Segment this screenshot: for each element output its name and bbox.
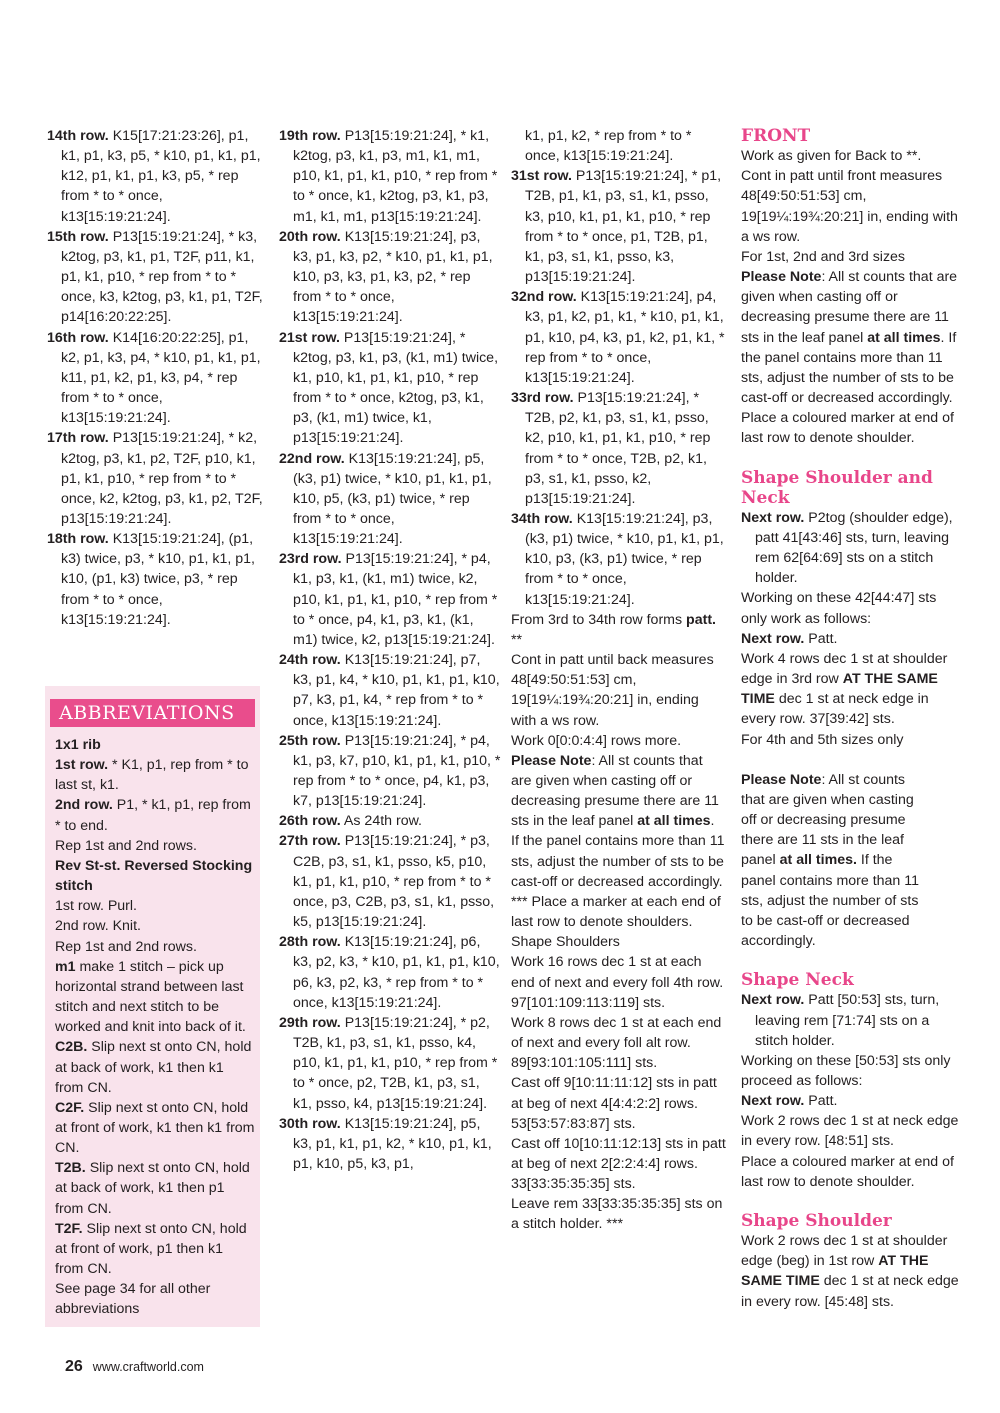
column-1 bbox=[47, 126, 267, 630]
paragraph: Shape Shoulders bbox=[511, 934, 620, 951]
row-instruction: 23rd row. P13[15:19:21:24], * p4, k1, p3, k1, (k1, m1) twice, k2, p10, k1, p1, k1, p10, * rep from * to * once, p4, k1, p3, k1, (k1, m1) twice, k2, p13[15:19:21:24]. bbox=[279, 551, 498, 648]
paragraph: 33[33:35:35:35] sts. bbox=[511, 1176, 636, 1193]
spacer bbox=[741, 951, 961, 970]
paragraph: Work 2 rows dec 1 st at shoulder edge (beg) in 1st row AT THE SAME TIME dec 1 st at neck edge in every row. [45:48] sts. bbox=[741, 1233, 959, 1310]
paragraph: For 4th and 5th sizes only bbox=[741, 731, 904, 748]
paragraph: Leave rem 33[33:35:35:35] sts on a stitch holder. *** bbox=[511, 1196, 723, 1233]
row-instruction: 24th row. K13[15:19:21:24], p7, k3, p1, k4, * k10, p1, k1, p1, k10, p7, k3, p1, k4, * rep from * to * once, k13[15:19:21:24]. bbox=[279, 652, 500, 729]
section-heading-shoulder: Shape Shoulder bbox=[741, 1210, 892, 1231]
abbr-entry: Rep 1st and 2nd rows. bbox=[55, 938, 197, 955]
paragraph: Cont in patt until back measures 48[49:50:51:53] cm, 19[19¼:19¾:20:21] in, ending with a ws row. bbox=[511, 652, 714, 729]
row-instruction: 28th row. K13[15:19:21:24], p6, k3, p2, k3, * k10, p1, k1, p1, k10, p6, k3, p2, k3, * rep from * to * once, k13[15:19:21:24]. bbox=[279, 934, 500, 1011]
website-link[interactable]: www.craftworld.com bbox=[92, 1360, 204, 1374]
row-instruction: Next row. P2tog (shoulder edge), patt 41[43:46] sts, turn, leaving rem 62[64:69] sts on a stitch holder. bbox=[741, 509, 953, 587]
spacer bbox=[741, 449, 961, 468]
patt-paragraph: From 3rd to 34th row forms patt. ** bbox=[511, 611, 716, 648]
note-paragraph: Please Note: All st counts that are given when casting off or decreasing presume there are 11 sts in the leaf panel at all times. If the panel contains more than 11 sts, adjust the number of sts to be cast-off or decreased accordingly. bbox=[741, 269, 958, 407]
abbreviations-title: ABBREVIATIONS bbox=[50, 699, 255, 727]
row-continuation: k1, p1, k2, * rep from * to * once, k13[15:19:21:24]. bbox=[525, 128, 692, 165]
paragraph: Cast off 9[10:11:11:12] sts in patt at beg of next 4[4:4:2:2] rows. 53[53:57:83:87] sts. bbox=[511, 1075, 717, 1132]
row-instruction: 29th row. P13[15:19:21:24], * p2, T2B, k1, p3, s1, k1, psso, k4, p10, k1, p1, k1, p10, * rep from * to * once, p2, T2B, k1, p3, s1, k1, psso, k4, p13[15:19:21:24]. bbox=[279, 1014, 498, 1112]
paragraph: Working on these 42[44:47] sts only work as follows: bbox=[741, 590, 937, 627]
abbr-entry: T2F. Slip next st onto CN, hold at front of work, p1 then k1 from CN. bbox=[55, 1220, 247, 1278]
abbr-entry: T2B. Slip next st onto CN, hold at back of work, k1 then p1 from CN. bbox=[55, 1160, 250, 1217]
row-instruction: 18th row. K13[15:19:21:24], (p1, k3) twice, p3, * k10, p1, k1, p1, k10, (p1, k3) twice, p3, * rep from * to * once, k13[15:19:21:24]. bbox=[47, 531, 255, 628]
paragraph: Work 16 rows dec 1 st at each end of next and every foll 4th row. 97[101:109:113:119] sts. bbox=[511, 954, 724, 1011]
paragraph: Cast off 10[10:11:12:13] sts in patt at beg of next 2[2:2:4:4] rows. bbox=[511, 1135, 726, 1172]
row-instruction: Next row. Patt [50:53] sts, turn, leaving rem [71:74] sts on a stitch holder. bbox=[741, 992, 940, 1049]
column-4 bbox=[741, 126, 961, 1312]
spacer bbox=[741, 750, 961, 770]
row-instruction: 21st row. P13[15:19:21:24], * k2tog, p3, k1, p3, (k1, m1) twice, k1, p10, k1, p1, k1, p10, * rep from * to * once, k2tog, p3, k1, p3, (k1, m1) twice, k1, p13[15:19:21:24]. bbox=[279, 329, 499, 447]
row-instruction: 17th row. P13[15:19:21:24], * k2, k2tog, p3, k1, p2, T2F, p10, k1, p1, k1, p10, * rep from * to * once, k2, k2tog, p3, k1, p2, T2F, p13[15:19:21:24]. bbox=[47, 430, 263, 527]
abbr-heading: Rev St-st. Reversed Stocking stitch bbox=[55, 857, 253, 895]
abbreviations-list bbox=[55, 735, 255, 1320]
abbr-entry: 2nd row. Knit. bbox=[55, 918, 141, 935]
paragraph: Work 0[0:0:4:4] rows more. bbox=[511, 732, 682, 749]
abbr-entry: See page 34 for all other abbreviations bbox=[55, 1281, 211, 1318]
paragraph: Working on these [50:53] sts only proceed as follows: bbox=[741, 1052, 951, 1090]
row-instruction: Next row. Patt. bbox=[741, 1093, 838, 1110]
paragraph: Work 4 rows dec 1 st at shoulder edge in 3rd row AT THE SAME TIME dec 1 st at neck edge in every row. 37[39:42] sts. bbox=[741, 650, 948, 728]
paragraph: For 1st, 2nd and 3rd sizes bbox=[741, 248, 906, 265]
row-instruction: 22nd row. K13[15:19:21:24], p5, (k3, p1) twice, * k10, p1, k1, p1, k10, p5, (k3, p1) twice, * rep from * to * once, k13[15:19:21:24]. bbox=[279, 450, 492, 548]
row-instruction: Next row. Patt. bbox=[741, 630, 838, 647]
page-number: 26 bbox=[65, 1358, 83, 1375]
page-footer bbox=[65, 1357, 204, 1377]
abbr-heading: 1x1 rib bbox=[55, 737, 101, 753]
row-instruction: 25th row. P13[15:19:21:24], * p4, k1, p3, k7, p10, k1, p1, k1, p10, * rep from * to * once, p4, k1, p3, k7, p13[15:19:21:24]. bbox=[279, 732, 501, 810]
section-heading-shoulder-neck: Shape Shoulder and Neck bbox=[741, 467, 933, 508]
row-instruction: 26th row. As 24th row. bbox=[279, 813, 422, 830]
abbr-entry: 2nd row. P1, * k1, p1, rep from * to end. bbox=[55, 797, 251, 834]
paragraph: Work 8 rows dec 1 st at each end of next and every foll alt row. 89[93:101:105:111] sts. bbox=[511, 1014, 722, 1072]
abbr-entry: C2B. Slip next st onto CN, hold at back of work, k1 then k1 from CN. bbox=[55, 1039, 252, 1096]
paragraph: Cont in patt until front measures 48[49:50:51:53] cm, 19[19¼:19¾:20:21] in, ending with a ws row. bbox=[741, 168, 958, 245]
row-instruction: 31st row. P13[15:19:21:24], * p1, T2B, p1, k1, p3, s1, k1, psso, k3, p10, k1, p1, k1, p10, * rep from * to * once, p1, T2B, p1, k1, p3, s1, k1, psso, k3, p13[15:19:21:24]. bbox=[511, 168, 722, 286]
row-instruction: 27th row. P13[15:19:21:24], * p3, C2B, p3, s1, k1, psso, k5, p10, k1, p1, k1, p10, * rep from * to * once, p3, C2B, p3, s1, k1, psso, k5, p13[15:19:21:24]. bbox=[279, 833, 495, 931]
row-instruction: 32nd row. K13[15:19:21:24], p4, k3, p1, k2, p1, k1, * k10, p1, k1, p1, k10, p4, k3, p1, k2, p1, k1, * rep from * to * once, k13[15:19:21:24]. bbox=[511, 289, 725, 386]
row-instruction: 30th row. K13[15:19:21:24], p5, k3, p1, k1, p1, k2, * k10, p1, k1, p1, k10, p5, k3, p1, bbox=[279, 1115, 492, 1172]
column-2 bbox=[279, 126, 501, 1174]
abbr-entry: 1st row. Purl. bbox=[55, 898, 138, 915]
paragraph: Work 2 rows dec 1 st at neck edge in every row. [48:51] sts. bbox=[741, 1113, 959, 1150]
abbr-entry: m1 make 1 stitch – pick up horizontal strand between last stitch and next stitch to be worked and knit into back of it. bbox=[55, 958, 246, 1036]
paragraph: Work as given for Back to **. bbox=[741, 148, 922, 165]
abbr-entry: 1st row. * K1, p1, rep from * to last st, k1. bbox=[55, 757, 249, 794]
abbr-entry: Rep 1st and 2nd rows. bbox=[55, 837, 197, 854]
row-instruction: 15th row. P13[15:19:21:24], * k3, k2tog, p3, k1, p1, T2F, p11, k1, p1, k1, p10, * rep from * to * once, k3, k2tog, p3, k1, p1, T2F, p14[16:20:22:25]. bbox=[47, 228, 263, 326]
row-instruction: 16th row. K14[16:20:22:25], p1, k2, p1, k3, p4, * k10, p1, k1, p1, k11, p1, k2, p1, k3, p4, * rep from * to * once, k13[15:19:21:24]. bbox=[47, 329, 261, 427]
row-instruction: 33rd row. P13[15:19:21:24], * T2B, p2, k1, p3, s1, k1, psso, k2, p10, k1, p1, k1, p10, * rep from * to * once, T2B, p2, k1, p3, s1, k1, psso, k2, p13[15:19:21:24]. bbox=[511, 390, 711, 507]
row-instruction: 14th row. K15[17:21:23:26], p1, k1, p1, k3, p5, * k10, p1, k1, p1, k12, p1, k1, p1, k3, p5, * rep from * to * once, k13[15:19:21:24]. bbox=[47, 128, 261, 225]
row-instruction: 34th row. K13[15:19:21:24], p3, (k3, p1) twice, * k10, p1, k1, p1, k10, p3, (k3, p1) twice, * rep from * to * once, k13[15:19:21:24]. bbox=[511, 510, 724, 608]
section-heading-neck: Shape Neck bbox=[741, 970, 854, 991]
section-heading-front: FRONT bbox=[741, 126, 811, 146]
row-instruction: 19th row. P13[15:19:21:24], * k1, k2tog, p3, k1, p3, m1, k1, m1, p10, k1, p1, k1, p10, * rep from * to * once, k1, k2tog, p3, k1, p3, m1, k1, m1, p13[15:19:21:24]. bbox=[279, 128, 498, 225]
row-instruction: 20th row. K13[15:19:21:24], p3, k3, p1, k3, p2, * k10, p1, k1, p1, k10, p3, k3, p1, k3, p2, * rep from * to * once, k13[15:19:21:24]. bbox=[279, 228, 493, 326]
paragraph: Place a coloured marker at end of last row to denote shoulder. bbox=[741, 1153, 954, 1190]
column-3 bbox=[511, 126, 726, 1235]
paragraph: *** Place a marker at each end of last row to denote shoulders. bbox=[511, 893, 721, 931]
spacer bbox=[741, 1192, 961, 1211]
note-paragraph: Please Note: All st counts that are given when casting off or decreasing presume there are 11 sts in the leaf panel at all times. If the panel contains more than 11 sts, adjust the number of sts to be cast-off or decreased accordingly. bbox=[741, 771, 919, 950]
note-paragraph: Please Note: All st counts that are given when casting off or decreasing presume there are 11 sts in the leaf panel at all times. If the panel contains more than 11 sts, adjust the number of sts to be cast-off or decreased accordingly. bbox=[511, 752, 725, 890]
abbr-entry: C2F. Slip next st onto CN, hold at front of work, k1 then k1 from CN. bbox=[55, 1099, 255, 1157]
paragraph: Place a coloured marker at end of last row to denote shoulder. bbox=[741, 410, 954, 447]
